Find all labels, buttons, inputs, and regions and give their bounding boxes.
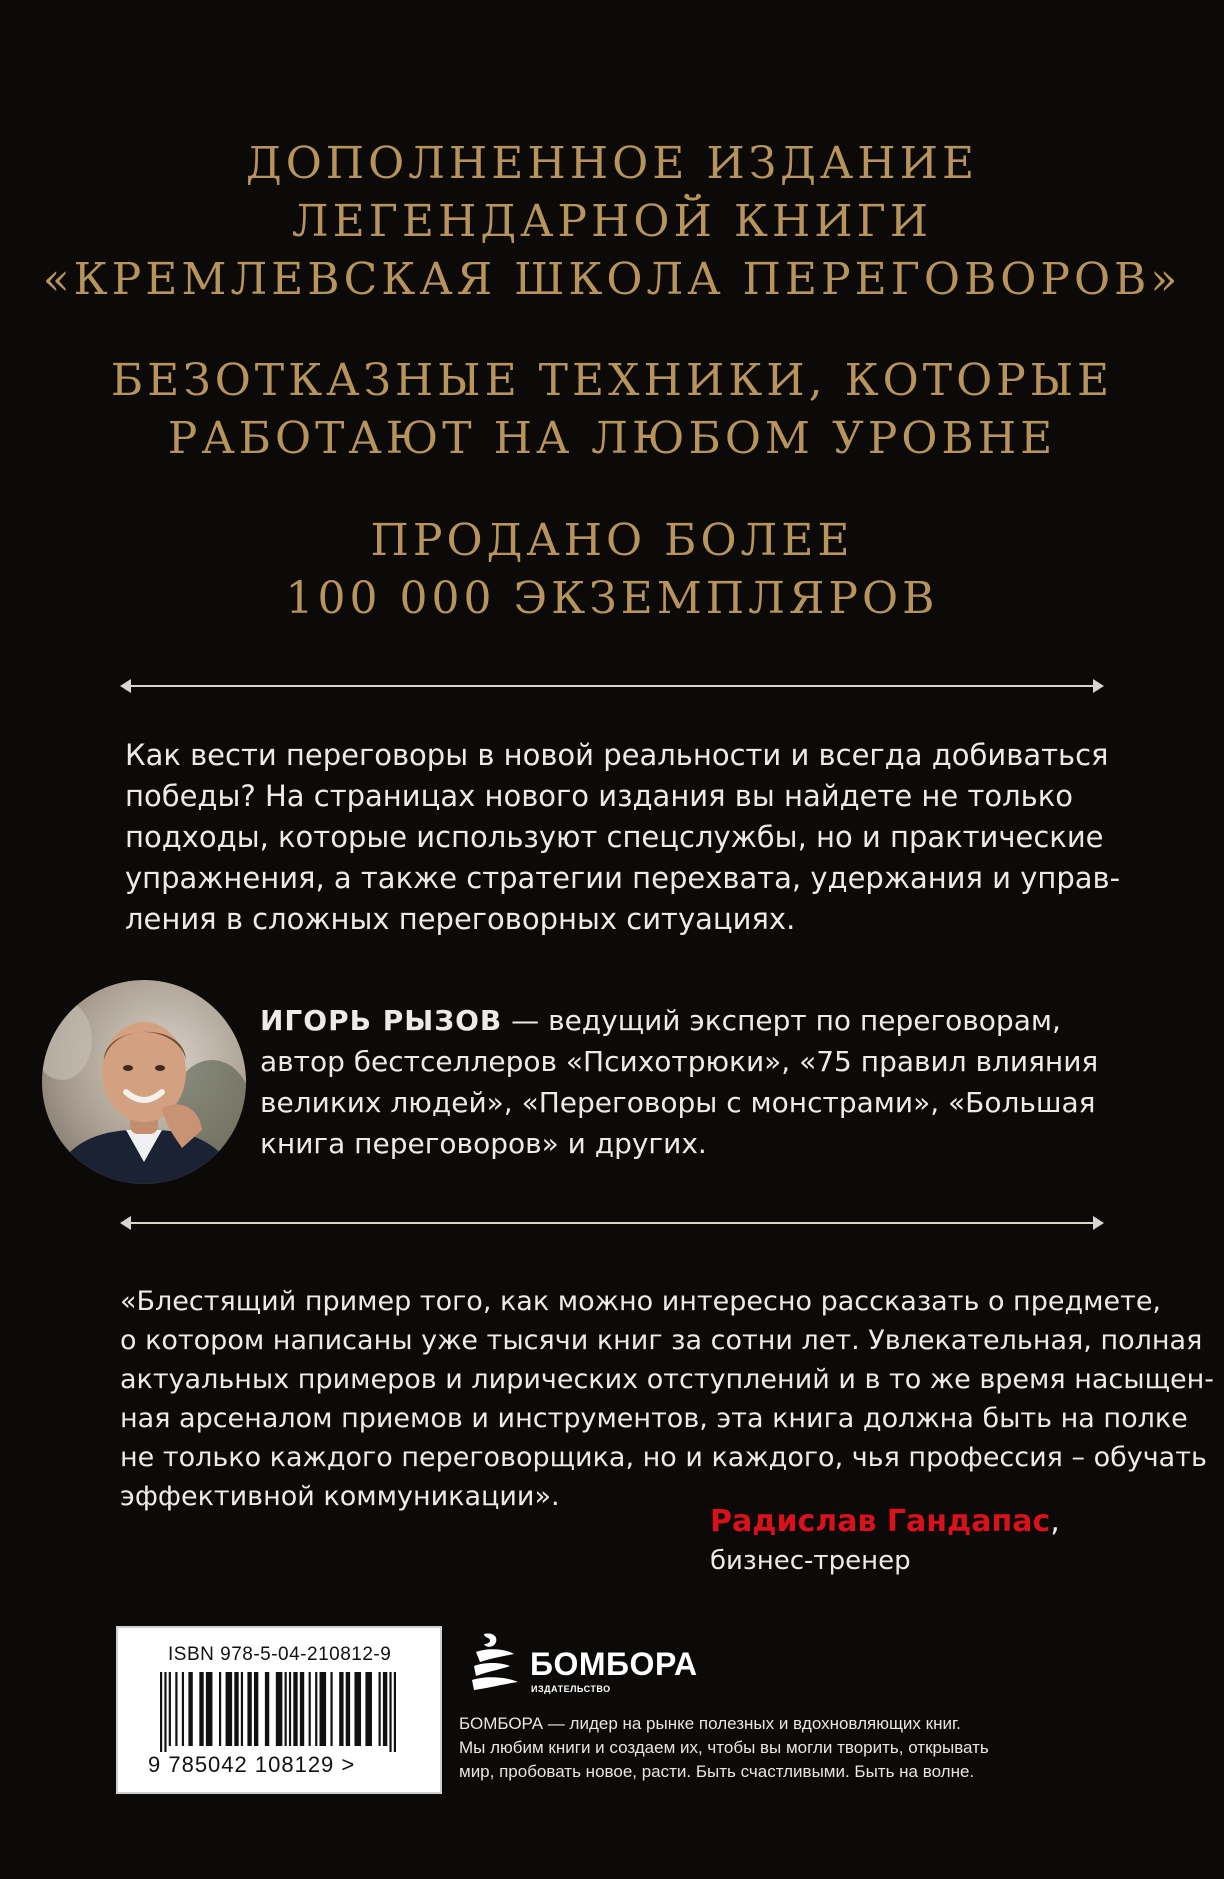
quote-author-comma: , (1050, 1504, 1060, 1539)
bombora-logo-icon (470, 1630, 526, 1692)
author-name: ИГОРЬ РЫЗОВ (260, 1004, 503, 1037)
divider-line (128, 1222, 1096, 1224)
description-line: победы? На страницах нового издания вы найдете не только (125, 779, 1073, 813)
headline-sales (0, 512, 1224, 628)
barcode-bar (160, 1672, 162, 1752)
barcode-bar (354, 1672, 361, 1746)
headline-line: 100 000 ЭКЗЕМПЛЯРОВ (285, 573, 939, 624)
barcode-bar (247, 1672, 251, 1746)
quote-line: актуальных примеров и лирических отступлений и в то же время насыщен- (120, 1364, 1215, 1395)
headline-line: ДОПОЛНЕННОЕ ИЗДАНИЕ (245, 138, 979, 189)
author-bio-text: — ведущий эксперт по переговорам, (502, 1004, 1061, 1037)
barcode-bar (182, 1672, 184, 1746)
description-line: упражнения, а также стратегии перехвата, удержания и управ- (125, 861, 1121, 895)
barcode-bar (206, 1672, 213, 1746)
barcode-bar (219, 1672, 221, 1746)
headline-line: ЛЕГЕНДАРНОЙ КНИГИ (291, 196, 933, 247)
arrow-right-icon (1093, 679, 1104, 693)
barcode-bar (199, 1672, 203, 1746)
publisher-text-line: Мы любим книги и создаем их, чтобы вы могли творить, открывать (459, 1738, 989, 1757)
publisher-name: БОМБОРА (530, 1646, 698, 1682)
quote-author-role: бизнес-тренер (710, 1546, 911, 1576)
book-description (125, 735, 1121, 940)
barcode-bar (379, 1672, 381, 1746)
review-quote (120, 1282, 1215, 1516)
barcode-icon (160, 1672, 400, 1754)
description-line: подходы, которые используют спецслужбы, но и практические (125, 820, 1104, 854)
quote-line: о котором написаны уже тысячи книг за сотни лет. Увлекательная, полная (120, 1325, 1203, 1356)
author-bio-line: книга переговоров» и других. (260, 1127, 707, 1160)
publisher-subtitle: ИЗДАТЕЛЬСТВО (531, 1684, 611, 1694)
double-arrow-divider (120, 679, 1104, 693)
barcode-bar (188, 1672, 192, 1746)
barcode-digits: 9 785042 108129 > (148, 1752, 356, 1777)
double-arrow-divider (120, 1216, 1104, 1230)
barcode-bar (285, 1672, 287, 1746)
divider-line (128, 685, 1096, 687)
barcode-bar (320, 1672, 327, 1746)
barcode-bar (265, 1672, 269, 1746)
headline-line: РАБОТАЮТ НА ЛЮБОМ УРОВНЕ (167, 413, 1057, 464)
barcode-bar (276, 1672, 283, 1746)
isbn-barcode (116, 1626, 442, 1794)
barcode-bar (339, 1672, 343, 1746)
barcode-bar (309, 1672, 311, 1746)
description-line: ления в сложных переговорных ситуациях. (125, 902, 796, 936)
barcode-bar (330, 1672, 332, 1746)
barcode-bar (394, 1672, 396, 1752)
author-portrait-icon (42, 980, 246, 1184)
quote-line: ная арсеналом приемов и инструментов, эта книга должна быть на полке (120, 1403, 1188, 1434)
barcode-bar (234, 1672, 238, 1746)
publisher-text-line: мир, пробовать новое, расти. Быть счастливыми. Быть на волне. (459, 1762, 975, 1781)
quote-line: не только каждого переговорщика, но и каждого, чья профессия – обучать (120, 1442, 1207, 1473)
publisher-description (459, 1712, 1079, 1784)
isbn-label: ISBN 978-5-04-210812-9 (168, 1644, 392, 1665)
barcode-bar (254, 1672, 258, 1746)
headline-line: «КРЕМЛЕВСКАЯ ШКОЛА ПЕРЕГОВОРОВ» (42, 254, 1182, 305)
quote-line: эффективной коммуникации». (120, 1481, 560, 1512)
quote-line: «Блестящий пример того, как можно интересно рассказать о предмете, (120, 1286, 1162, 1317)
headline-edition (0, 135, 1224, 309)
arrow-right-icon (1093, 1216, 1104, 1230)
barcode-bar (346, 1672, 350, 1746)
barcode-bar (175, 1672, 177, 1746)
quote-author-name: Радислав Гандапас (710, 1504, 1051, 1539)
barcode-bar (383, 1672, 387, 1746)
barcode-bar (164, 1672, 166, 1752)
barcode-bar (389, 1672, 391, 1752)
barcode-bar (169, 1672, 171, 1746)
headline-line: ПРОДАНО БОЛЕЕ (370, 515, 854, 566)
author-bio-line: великих людей», «Переговоры с монстрами», «Большая (260, 1086, 1096, 1119)
headline-line: БЕЗОТКАЗНЫЕ ТЕХНИКИ, КОТОРЫЕ (110, 355, 1114, 406)
headline-techniques (0, 352, 1224, 468)
author-bio-line (260, 1000, 1120, 1041)
barcode-bar (293, 1672, 297, 1746)
publisher-text-line: БОМБОРА — лидер на рынке полезных и вдохновляющих книг. (459, 1714, 961, 1733)
barcode-bar (226, 1672, 233, 1746)
barcode-bar (300, 1672, 304, 1746)
barcode-bar (365, 1672, 372, 1746)
author-photo (42, 980, 246, 1184)
barcode-bar (289, 1672, 291, 1746)
author-bio-line: автор бестселлеров «Психотрюки», «75 правил влияния (260, 1045, 1099, 1078)
description-line: Как вести переговоры в новой реальности и всегда добиваться (125, 738, 1109, 772)
quote-author (710, 1503, 1060, 1541)
barcode-bar (241, 1672, 243, 1746)
barcode-bar (315, 1672, 317, 1746)
author-bio (260, 1000, 1120, 1164)
